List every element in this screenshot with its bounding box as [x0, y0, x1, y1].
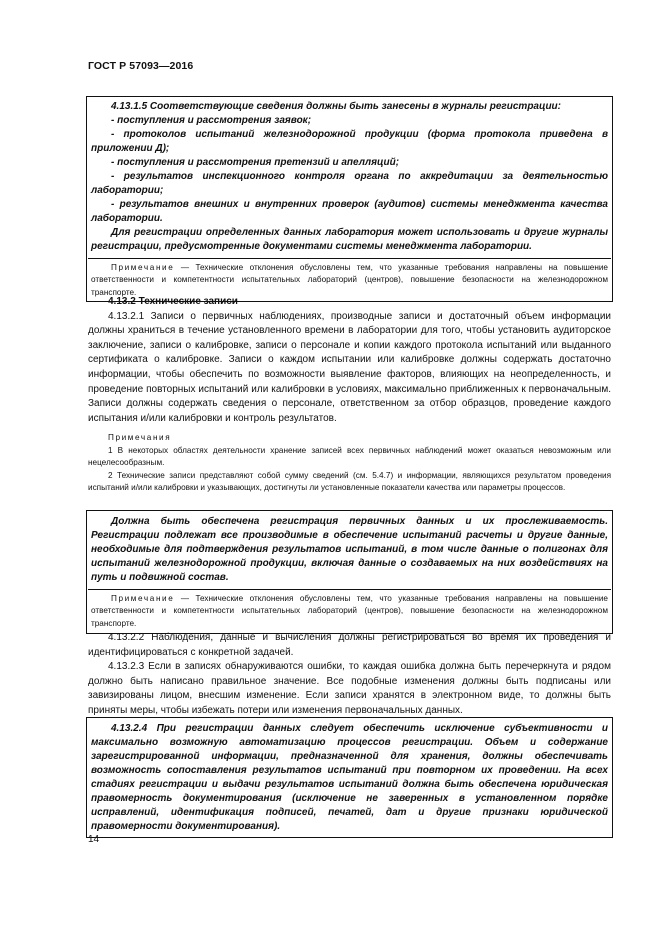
box2-text: Должна быть обеспечена регистрация первичных данных и их прослеживаемость. Регистрации подлежат все производимые в обеспечение испытаний расчеты и другие данные, необходимые для подтверждения результатов испытаний, в том числе данные о полигонах для испытаний железнодорожной продукции, включая данные о создаваемых на них воздействиях на путь и подвижной состав. [91, 516, 608, 583]
requirement-box-1 [86, 96, 613, 302]
box1-item: - протоколов испытаний железнодорожной продукции (форма протокола приведена в приложении Д); [91, 129, 608, 154]
paragraph-4-13-2-3: 4.13.2.3 Если в записях обнаруживаются ошибки, то каждая ошибка должна быть перечеркнута и рядом должно быть написано правильное значение. Все подобные изменения должны быть подписаны или завизированы лицом, внесшим изменение. Если записи хранятся в электронном виде, то должны быть приняты меры, чтобы избежать потери или изменения первоначальных данных. [88, 661, 611, 716]
notes-label: Примечания [108, 433, 172, 443]
note-label: Примечание [111, 594, 175, 603]
box1-note [88, 258, 611, 299]
paragraph-4-13-2-1: 4.13.2.1 Записи о первичных наблюдениях, производные записи и достаточный объем информации должны храниться в течение установленного времени в лаборатории для того, чтобы установить аудиторское заключение, записи о калибровке, записи о персонале и копии каждого протокола испытаний или выданного сертификата о калибровке. Записи о каждом испытании или калибровке должны содержать достаточно информации, чтобы обеспечить по возможности выявление факторов, влияющих на неопределенность, и проведение повторных испытаний или калибровки в условиях, максимально приближенных к первоначальным. Записи должны содержать сведения о персонале, ответственном за отбор образцов, проведение каждого испытания и/или калибровки и контроль результатов. [88, 310, 611, 424]
section-heading: 4.13.2 Технические записи [108, 296, 238, 307]
document-code: ГОСТ Р 57093—2016 [88, 60, 194, 72]
requirement-box-2 [86, 510, 613, 634]
section-technical-records-continued [88, 631, 611, 719]
box1-item: - результатов внешних и внутренних проверок (аудитов) системы менеджмента качества лаборатории. [91, 199, 608, 224]
paragraph-4-13-2-2: 4.13.2.2 Наблюдения, данные и вычисления должны регистрироваться во время их проведения и идентифицироваться с конкретной задачей. [88, 632, 611, 658]
note-2: 2 Технические записи представляют собой сумму сведений (см. 5.4.7) и информации, являющихся результатом проведения испытаний и/или калибровки и указывающих, достигнуты ли установленные показатели качества или параметры процессов. [88, 470, 611, 492]
box3-text: 4.13.2.4 При регистрации данных следует обеспечить исключение субъективности и максимально возможную автоматизацию процессов регистрации. Объем и содержание зарегистрированной информации, предназначенной для хранения, должны обеспечивать возможность сопоставления результатов испытаний при повторном их проведении. На всех стадиях регистрации и выдачи результатов испытаний должна быть обеспечена юридическая правомерность документирования (исключение не заверенных в установленном порядке исправлений, идентификация подписей, печатей, дат и другие признаки юридической правомерности документирования). [91, 723, 608, 832]
note-text: — Технические отклонения обусловлены тем, что указанные требования направлены на повышение ответственности и компетентности испытательных лабораторий (центров), повышение безопасности на железнодорожном транспорте. [91, 594, 608, 628]
section-technical-records [88, 295, 611, 494]
box1-item: - поступления и рассмотрения претензий и апелляций; [111, 157, 400, 168]
box1-item: - результатов инспекционного контроля органа по аккредитации за деятельностью лаборатории; [91, 171, 608, 196]
page-number: 14 [88, 834, 100, 845]
requirement-box-3 [86, 717, 613, 838]
note-1: 1 В некоторых областях деятельности хранение записей всех первичных наблюдений может оказаться невозможным или нецелесообразным. [88, 445, 611, 468]
box2-note [88, 589, 611, 630]
note-label: Примечание [111, 263, 175, 272]
box1-paragraph: Для регистрации определенных данных лаборатория может использовать и другие журналы регистрации, предусмотренные документами системы менеджмента лаборатории. [91, 227, 608, 252]
box1-item: - поступления и рассмотрения заявок; [111, 115, 312, 126]
box1-title: 4.13.1.5 Соответствующие сведения должны быть занесены в журналы регистрации: [111, 101, 561, 112]
note-text: — Технические отклонения обусловлены тем, что указанные требования направлены на повышение ответственности и компетентности испытательных лабораторий (центров), повышение безопасности на железнодорожном транспорте. [91, 263, 608, 297]
